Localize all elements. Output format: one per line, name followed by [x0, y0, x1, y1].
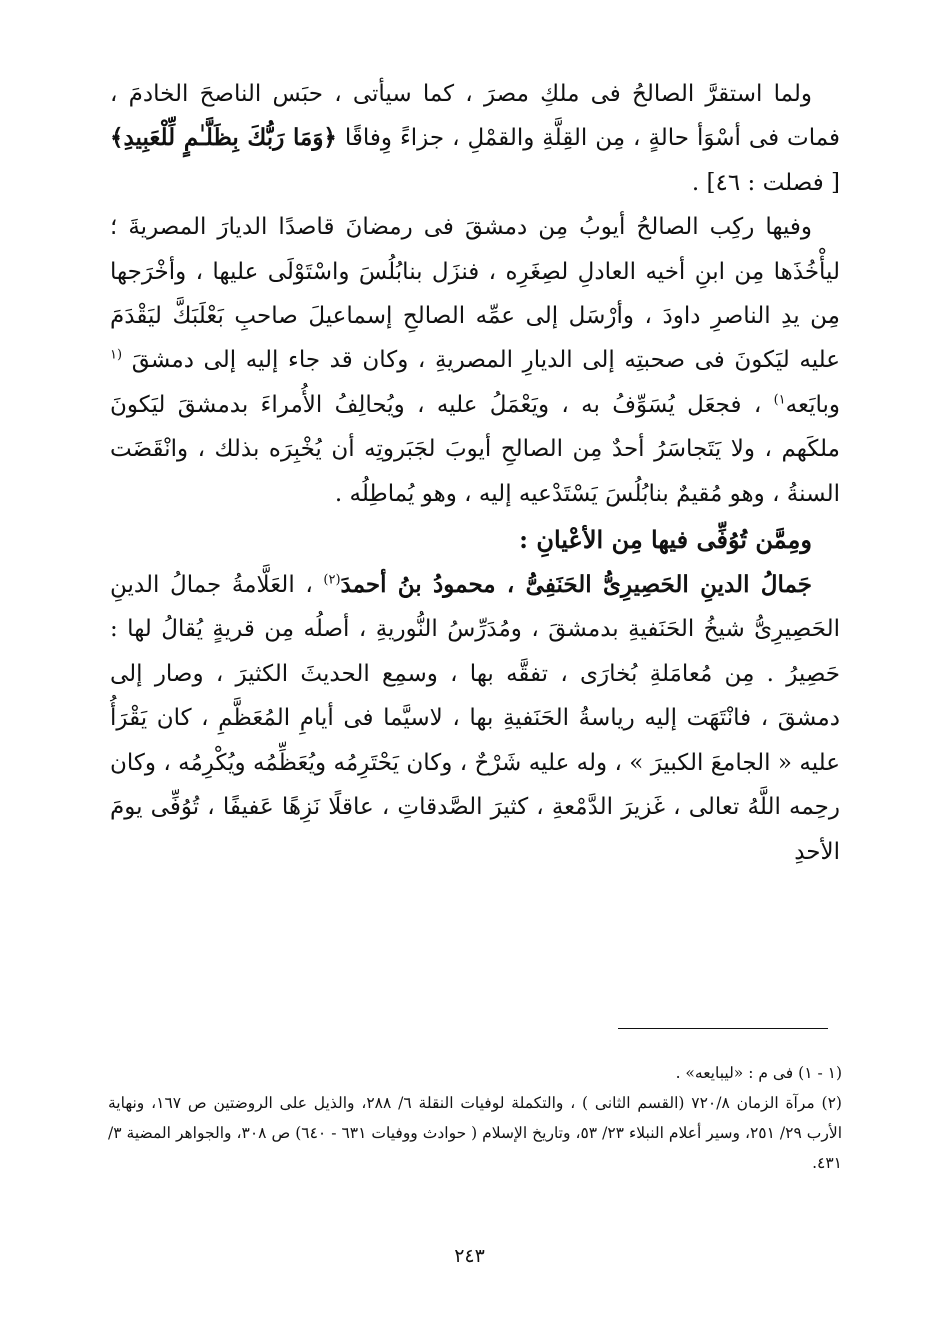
footnote-marker-1-open: (١ — [110, 347, 123, 363]
footnote-marker-2: (٢) — [323, 572, 341, 588]
footnote-2: (٢) مرآة الزمان ٧٢٠/٨ (القسم الثانى ) ، والتكملة لوفيات النقلة ٦/ ٢٨٨، والذيل على الروضتين ص ١٦٧، ونهاية الأرب ٢٩/ ٢٥١، وسير أعلام النبلاء ٢٣/ ٥٣، وتاريخ الإسلام ( حوادث ووفيات ٦٣١ - ٦٤٠) ص ٣٠٨، والجواهر المضية ٣/ ٤٣١. — [108, 1094, 843, 1172]
footnotes — [108, 1058, 842, 1178]
paragraph-2-text-a: وفيها ركِب الصالحُ أيوبُ مِن دمشقَ فى رمضانَ قاصدًا الديارَ المصريةَ ؛ ليأْخُذَها مِن ابنِ أخيه العادلِ لصِغَرِه ، فنزَل بنابُلُسَ واسْتَوْلَى عليها ، وأخْرَجها مِن يدِ الناصرِ داودَ ، وأرْسَل إلى عمِّه الصالحِ إسماعيلَ صاحبِ بَعْلَبَكَّ ليَقْدَمَ عليه ليَكونَ فى صحبتِه إلى الديارِ المصريةِ ، وكان قد جاء إليه إلى دمشقَ — [110, 214, 841, 374]
quran-verse: ﴿وَمَا رَبُّكَ بِظَلَّـٰمٍ لِّلْعَبِيدِ﴾ — [110, 124, 337, 152]
paragraph-2-text-b: ، فجعَل يُسَوِّفُ به ، ويَعْمَلُ عليه ، ويُحالِفُ الأُمراءَ بدمشقَ ليَكونَ ملكَهم ، ولا يَتَجاسَرُ أحدٌ مِن الصالحِ أيوبَ لجَبَروتِه أن يُخْبِرَه بذلك ، وانْقَضَت السنةُ ، وهو مُقيمٌ بنابُلُسَ يَسْتَدْعيه إليه ، وهو يُماطِلُه . — [110, 391, 840, 507]
footnote-separator — [618, 1028, 828, 1029]
main-text — [110, 72, 840, 874]
paragraph-1-text: ولما استقرَّ الصالحُ فى ملكِ مصرَ ، كما سيأتى ، حبَس الناصحَ الخادمَ ، فمات فى أسْوَأ حالةٍ ، مِن القِلَّةِ والقمْلِ ، جزاءً وِفاقًا — [110, 81, 841, 152]
variant-reading-text: وبايَعه — [785, 391, 841, 418]
section-heading: ومِمَّن تُوُفِّى فيها مِن الأعْيانِ : — [519, 525, 812, 555]
footnote-marker-1-close: ١) — [773, 392, 786, 408]
paragraph-2 — [110, 205, 840, 516]
paragraph-1 — [110, 72, 840, 205]
paragraph-3-text: ، العَلَّامةُ جمالُ الدينِ الحَصِيرِىُّ شيخُ الحَنَفيةِ بدمشقَ ، ومُدَرِّسُ النُّوريةِ ، أصلُه مِن قريةٍ يُقالُ لها : حَصِيرُ . مِن مُعامَلةِ بُخارَى ، تفقَّه بها ، وسمِع الحديثَ الكثيرَ ، وصار إلى دمشقَ ، فانْتَهَت إليه رياسةُ الحَنَفيةِ بها ، لاسيَّما فى أيامِ المُعَظَّمِ ، كان يَقْرَأُ عليه « الجامعَ الكبيرَ » ، وله عليه شَرْحٌ ، وكان يَحْتَرِمُه ويُعَظِّمُه ويُكْرِمُه ، وكان رحِمه اللَّهُ تعالى ، غَزيرَ الدَّمْعةِ ، كثيرَ الصَّدقاتِ ، عاقلًا نَزِهًا عَفيفًا ، تُوُفِّى يومَ الأحدِ — [110, 572, 840, 865]
quran-reference: [ فصلت : ٤٦] . — [691, 169, 840, 196]
biography-name: جَمالُ الدينِ الحَصِيرِىُّ الحَنَفِىُّ ، محمودُ بنُ أحمدَ — [340, 571, 813, 599]
page-number: ٢٤٣ — [454, 1245, 485, 1267]
footnote-1: (١ - ١) فى م : «ليبايعه» . — [675, 1064, 842, 1082]
paragraph-3 — [110, 563, 840, 874]
